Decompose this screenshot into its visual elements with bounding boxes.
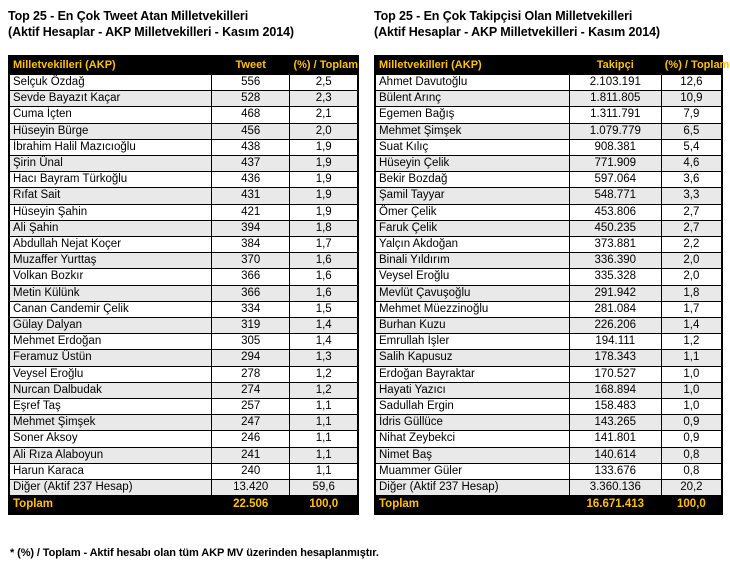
table-row bbox=[375, 139, 722, 155]
mp-name-cell: Suat Kılıç bbox=[375, 139, 569, 155]
value-cell: 468 bbox=[211, 107, 290, 123]
mp-name-cell: Diğer (Aktif 237 Hesap) bbox=[9, 480, 211, 496]
mp-name-cell: Gülay Dalyan bbox=[9, 318, 211, 334]
mp-name-cell: Veysel Eroğlu bbox=[9, 366, 211, 382]
column-header: Milletvekilleri (AKP) bbox=[9, 56, 211, 75]
mp-name-cell: Feramuz Üstün bbox=[9, 350, 211, 366]
percent-cell: 1,8 bbox=[661, 285, 722, 301]
mp-name-cell: Cuma İçten bbox=[9, 107, 211, 123]
table-row bbox=[375, 188, 722, 204]
total-value-cell: 16.671.413 bbox=[569, 496, 661, 515]
value-cell: 1.811.805 bbox=[569, 91, 661, 107]
percent-cell: 4,6 bbox=[661, 156, 722, 172]
table-row bbox=[9, 107, 358, 123]
tweet-table-panel bbox=[8, 8, 359, 515]
percent-cell: 1,4 bbox=[661, 318, 722, 334]
total-row bbox=[9, 496, 358, 515]
value-cell: 194.111 bbox=[569, 334, 661, 350]
value-cell: 421 bbox=[211, 204, 290, 220]
percent-cell: 1,8 bbox=[290, 220, 358, 236]
table-row bbox=[9, 204, 358, 220]
table-row bbox=[9, 188, 358, 204]
percent-cell: 1,9 bbox=[290, 156, 358, 172]
table-row bbox=[9, 156, 358, 172]
percent-cell: 1,9 bbox=[290, 139, 358, 155]
value-cell: 3.360.136 bbox=[569, 480, 661, 496]
mp-name-cell: Eşref Taş bbox=[9, 399, 211, 415]
value-cell: 528 bbox=[211, 91, 290, 107]
table-row bbox=[9, 431, 358, 447]
table-row bbox=[9, 415, 358, 431]
percent-cell: 1,1 bbox=[290, 447, 358, 463]
mp-name-cell: Faruk Çelik bbox=[375, 220, 569, 236]
percent-cell: 0,9 bbox=[661, 431, 722, 447]
header-row bbox=[375, 56, 722, 75]
mp-name-cell: Hüseyin Şahin bbox=[9, 204, 211, 220]
table-row bbox=[375, 382, 722, 398]
mp-name-cell: Mehmet Erdoğan bbox=[9, 334, 211, 350]
table-row bbox=[9, 480, 358, 496]
value-cell: 384 bbox=[211, 237, 290, 253]
value-cell: 170.527 bbox=[569, 366, 661, 382]
percent-cell: 6,5 bbox=[661, 123, 722, 139]
value-cell: 771.909 bbox=[569, 156, 661, 172]
table-row bbox=[375, 318, 722, 334]
mp-name-cell: Muammer Güler bbox=[375, 463, 569, 479]
table-row bbox=[9, 366, 358, 382]
table-row bbox=[375, 107, 722, 123]
percent-cell: 1,2 bbox=[661, 334, 722, 350]
percent-cell: 1,9 bbox=[290, 172, 358, 188]
mp-name-cell: Bülent Arınç bbox=[375, 91, 569, 107]
value-cell: 294 bbox=[211, 350, 290, 366]
value-cell: 366 bbox=[211, 285, 290, 301]
column-header: (%) / Toplam bbox=[661, 56, 722, 75]
value-cell: 247 bbox=[211, 415, 290, 431]
mp-name-cell: Selçuk Özdağ bbox=[9, 75, 211, 91]
table-row bbox=[9, 75, 358, 91]
percent-cell: 1,1 bbox=[290, 415, 358, 431]
column-header: Milletvekilleri (AKP) bbox=[375, 56, 569, 75]
value-cell: 908.381 bbox=[569, 139, 661, 155]
table-row bbox=[9, 382, 358, 398]
percent-cell: 2,1 bbox=[290, 107, 358, 123]
percent-cell: 3,6 bbox=[661, 172, 722, 188]
value-cell: 291.942 bbox=[569, 285, 661, 301]
percent-cell: 2,2 bbox=[661, 237, 722, 253]
value-cell: 438 bbox=[211, 139, 290, 155]
mp-name-cell: Rıfat Sait bbox=[9, 188, 211, 204]
total-percent-cell: 100,0 bbox=[290, 496, 358, 515]
table-row bbox=[9, 285, 358, 301]
mp-name-cell: Metin Külünk bbox=[9, 285, 211, 301]
value-cell: 178.343 bbox=[569, 350, 661, 366]
mp-name-cell: Salih Kapusuz bbox=[375, 350, 569, 366]
mp-name-cell: Canan Candemir Çelik bbox=[9, 301, 211, 317]
value-cell: 373.881 bbox=[569, 237, 661, 253]
value-cell: 305 bbox=[211, 334, 290, 350]
value-cell: 257 bbox=[211, 399, 290, 415]
table-row bbox=[9, 318, 358, 334]
value-cell: 548.771 bbox=[569, 188, 661, 204]
mp-name-cell: Ömer Çelik bbox=[375, 204, 569, 220]
table-row bbox=[375, 75, 722, 91]
mp-name-cell: Binali Yıldırım bbox=[375, 253, 569, 269]
value-cell: 246 bbox=[211, 431, 290, 447]
total-value-cell: 22.506 bbox=[211, 496, 290, 515]
table-row bbox=[375, 172, 722, 188]
table-row bbox=[375, 269, 722, 285]
mp-name-cell: Ali Rıza Alaboyun bbox=[9, 447, 211, 463]
percent-cell: 1,6 bbox=[290, 253, 358, 269]
table-row bbox=[375, 366, 722, 382]
tweet-panel-title-line2: (Aktif Hesaplar - AKP Milletvekilleri - Kasım 2014) bbox=[8, 25, 294, 39]
percent-cell: 1,4 bbox=[290, 334, 358, 350]
table-row bbox=[9, 463, 358, 479]
column-header: Takipçi bbox=[569, 56, 661, 75]
table-row bbox=[375, 447, 722, 463]
percent-cell: 2,5 bbox=[290, 75, 358, 91]
mp-name-cell: İdris Güllüce bbox=[375, 415, 569, 431]
percent-cell: 1,2 bbox=[290, 382, 358, 398]
table-row bbox=[375, 415, 722, 431]
mp-name-cell: Hayati Yazıcı bbox=[375, 382, 569, 398]
value-cell: 556 bbox=[211, 75, 290, 91]
table-row bbox=[9, 253, 358, 269]
follower-panel-title bbox=[374, 8, 723, 40]
value-cell: 597.064 bbox=[569, 172, 661, 188]
total-percent-cell: 100,0 bbox=[661, 496, 722, 515]
value-cell: 278 bbox=[211, 366, 290, 382]
table-row bbox=[9, 301, 358, 317]
table-row bbox=[375, 463, 722, 479]
table-row bbox=[375, 431, 722, 447]
value-cell: 13.420 bbox=[211, 480, 290, 496]
value-cell: 281.084 bbox=[569, 301, 661, 317]
footnote: * (%) / Toplam - Aktif hesabı olan tüm AKP MV üzerinden hesaplanmıştır. bbox=[10, 547, 379, 559]
value-cell: 226.206 bbox=[569, 318, 661, 334]
mp-name-cell: Diğer (Aktif 237 Hesap) bbox=[375, 480, 569, 496]
value-cell: 274 bbox=[211, 382, 290, 398]
mp-name-cell: Harun Karaca bbox=[9, 463, 211, 479]
value-cell: 335.328 bbox=[569, 269, 661, 285]
percent-cell: 20,2 bbox=[661, 480, 722, 496]
table-row bbox=[9, 334, 358, 350]
mp-name-cell: Sevde Bayazıt Kaçar bbox=[9, 91, 211, 107]
mp-name-cell: Nurcan Dalbudak bbox=[9, 382, 211, 398]
value-cell: 2.103.191 bbox=[569, 75, 661, 91]
table-row bbox=[9, 172, 358, 188]
value-cell: 1.079.779 bbox=[569, 123, 661, 139]
percent-cell: 1,4 bbox=[290, 318, 358, 334]
mp-name-cell: Burhan Kuzu bbox=[375, 318, 569, 334]
mp-name-cell: Veysel Eroğlu bbox=[375, 269, 569, 285]
value-cell: 241 bbox=[211, 447, 290, 463]
mp-name-cell: Mehmet Müezzinoğlu bbox=[375, 301, 569, 317]
percent-cell: 0,9 bbox=[661, 415, 722, 431]
percent-cell: 1,0 bbox=[661, 366, 722, 382]
mp-name-cell: Mehmet Şimşek bbox=[375, 123, 569, 139]
mp-name-cell: Egemen Bağış bbox=[375, 107, 569, 123]
percent-cell: 1,3 bbox=[290, 350, 358, 366]
value-cell: 141.801 bbox=[569, 431, 661, 447]
value-cell: 436 bbox=[211, 172, 290, 188]
table-row bbox=[375, 204, 722, 220]
mp-name-cell: İbrahim Halil Mazıcıoğlu bbox=[9, 139, 211, 155]
table-row bbox=[375, 480, 722, 496]
value-cell: 158.483 bbox=[569, 399, 661, 415]
mp-name-cell: Muzaffer Yurttaş bbox=[9, 253, 211, 269]
mp-name-cell: Şirin Ünal bbox=[9, 156, 211, 172]
table-row bbox=[375, 91, 722, 107]
follower-panel-title-line1: Top 25 - En Çok Takipçisi Olan Milletvekilleri bbox=[374, 9, 633, 23]
mp-name-cell: Soner Aksoy bbox=[9, 431, 211, 447]
column-header: Tweet bbox=[211, 56, 290, 75]
mp-name-cell: Yalçın Akdoğan bbox=[375, 237, 569, 253]
percent-cell: 1,7 bbox=[661, 301, 722, 317]
percent-cell: 1,1 bbox=[290, 399, 358, 415]
table-row bbox=[9, 269, 358, 285]
value-cell: 334 bbox=[211, 301, 290, 317]
follower-table-panel bbox=[374, 8, 730, 515]
column-header: (%) / Toplam bbox=[290, 56, 358, 75]
value-cell: 394 bbox=[211, 220, 290, 236]
percent-cell: 0,8 bbox=[661, 463, 722, 479]
total-label-cell: Toplam bbox=[375, 496, 569, 515]
mp-name-cell: Hacı Bayram Türkoğlu bbox=[9, 172, 211, 188]
table-row bbox=[9, 220, 358, 236]
tweet-table bbox=[8, 55, 359, 515]
mp-name-cell: Ahmet Davutoğlu bbox=[375, 75, 569, 91]
mp-name-cell: Abdullah Nejat Koçer bbox=[9, 237, 211, 253]
percent-cell: 12,6 bbox=[661, 75, 722, 91]
percent-cell: 2,0 bbox=[290, 123, 358, 139]
mp-name-cell: Hüseyin Çelik bbox=[375, 156, 569, 172]
percent-cell: 1,9 bbox=[290, 204, 358, 220]
percent-cell: 1,1 bbox=[290, 463, 358, 479]
mp-name-cell: Nimet Baş bbox=[375, 447, 569, 463]
percent-cell: 7,9 bbox=[661, 107, 722, 123]
percent-cell: 1,1 bbox=[661, 350, 722, 366]
table-row bbox=[9, 91, 358, 107]
value-cell: 240 bbox=[211, 463, 290, 479]
mp-name-cell: Nihat Zeybekci bbox=[375, 431, 569, 447]
percent-cell: 3,3 bbox=[661, 188, 722, 204]
percent-cell: 2,7 bbox=[661, 204, 722, 220]
table-row bbox=[375, 285, 722, 301]
value-cell: 1.311.791 bbox=[569, 107, 661, 123]
value-cell: 437 bbox=[211, 156, 290, 172]
mp-name-cell: Ali Şahin bbox=[9, 220, 211, 236]
value-cell: 319 bbox=[211, 318, 290, 334]
table-row bbox=[9, 399, 358, 415]
mp-name-cell: Emrullah İşler bbox=[375, 334, 569, 350]
tweet-panel-title bbox=[8, 8, 359, 40]
total-label-cell: Toplam bbox=[9, 496, 211, 515]
value-cell: 450.235 bbox=[569, 220, 661, 236]
mp-name-cell: Mevlüt Çavuşoğlu bbox=[375, 285, 569, 301]
percent-cell: 1,7 bbox=[290, 237, 358, 253]
value-cell: 453.806 bbox=[569, 204, 661, 220]
total-row bbox=[375, 496, 722, 515]
percent-cell: 1,6 bbox=[290, 285, 358, 301]
table-row bbox=[375, 220, 722, 236]
mp-name-cell: Volkan Bozkır bbox=[9, 269, 211, 285]
percent-cell: 0,8 bbox=[661, 447, 722, 463]
value-cell: 431 bbox=[211, 188, 290, 204]
table-row bbox=[9, 237, 358, 253]
mp-name-cell: Erdoğan Bayraktar bbox=[375, 366, 569, 382]
table-row bbox=[375, 350, 722, 366]
value-cell: 370 bbox=[211, 253, 290, 269]
mp-name-cell: Şamil Tayyar bbox=[375, 188, 569, 204]
percent-cell: 59,6 bbox=[290, 480, 358, 496]
value-cell: 168.894 bbox=[569, 382, 661, 398]
percent-cell: 1,2 bbox=[290, 366, 358, 382]
follower-panel-title-line2: (Aktif Hesaplar - AKP Milletvekilleri - Kasım 2014) bbox=[374, 25, 660, 39]
percent-cell: 2,0 bbox=[661, 269, 722, 285]
follower-table bbox=[374, 55, 730, 515]
percent-cell: 2,7 bbox=[661, 220, 722, 236]
tweet-panel-title-line1: Top 25 - En Çok Tweet Atan Milletvekilleri bbox=[8, 9, 249, 23]
percent-cell: 1,9 bbox=[290, 188, 358, 204]
mp-name-cell: Mehmet Şimşek bbox=[9, 415, 211, 431]
value-cell: 140.614 bbox=[569, 447, 661, 463]
table-row bbox=[9, 350, 358, 366]
value-cell: 143.265 bbox=[569, 415, 661, 431]
percent-cell: 1,5 bbox=[290, 301, 358, 317]
table-row bbox=[9, 139, 358, 155]
mp-name-cell: Sadullah Ergin bbox=[375, 399, 569, 415]
table-row bbox=[9, 447, 358, 463]
table-row bbox=[375, 334, 722, 350]
value-cell: 336.390 bbox=[569, 253, 661, 269]
percent-cell: 1,1 bbox=[290, 431, 358, 447]
table-row bbox=[375, 399, 722, 415]
percent-cell: 1,0 bbox=[661, 382, 722, 398]
table-row bbox=[375, 123, 722, 139]
percent-cell: 1,0 bbox=[661, 399, 722, 415]
percent-cell: 2,0 bbox=[661, 253, 722, 269]
value-cell: 456 bbox=[211, 123, 290, 139]
mp-name-cell: Bekir Bozdağ bbox=[375, 172, 569, 188]
percent-cell: 2,3 bbox=[290, 91, 358, 107]
header-row bbox=[9, 56, 358, 75]
table-row bbox=[375, 301, 722, 317]
value-cell: 366 bbox=[211, 269, 290, 285]
percent-cell: 1,6 bbox=[290, 269, 358, 285]
table-row bbox=[375, 237, 722, 253]
mp-name-cell: Hüseyin Bürge bbox=[9, 123, 211, 139]
table-row bbox=[9, 123, 358, 139]
table-row bbox=[375, 253, 722, 269]
table-row bbox=[375, 156, 722, 172]
percent-cell: 10,9 bbox=[661, 91, 722, 107]
value-cell: 133.676 bbox=[569, 463, 661, 479]
percent-cell: 5,4 bbox=[661, 139, 722, 155]
